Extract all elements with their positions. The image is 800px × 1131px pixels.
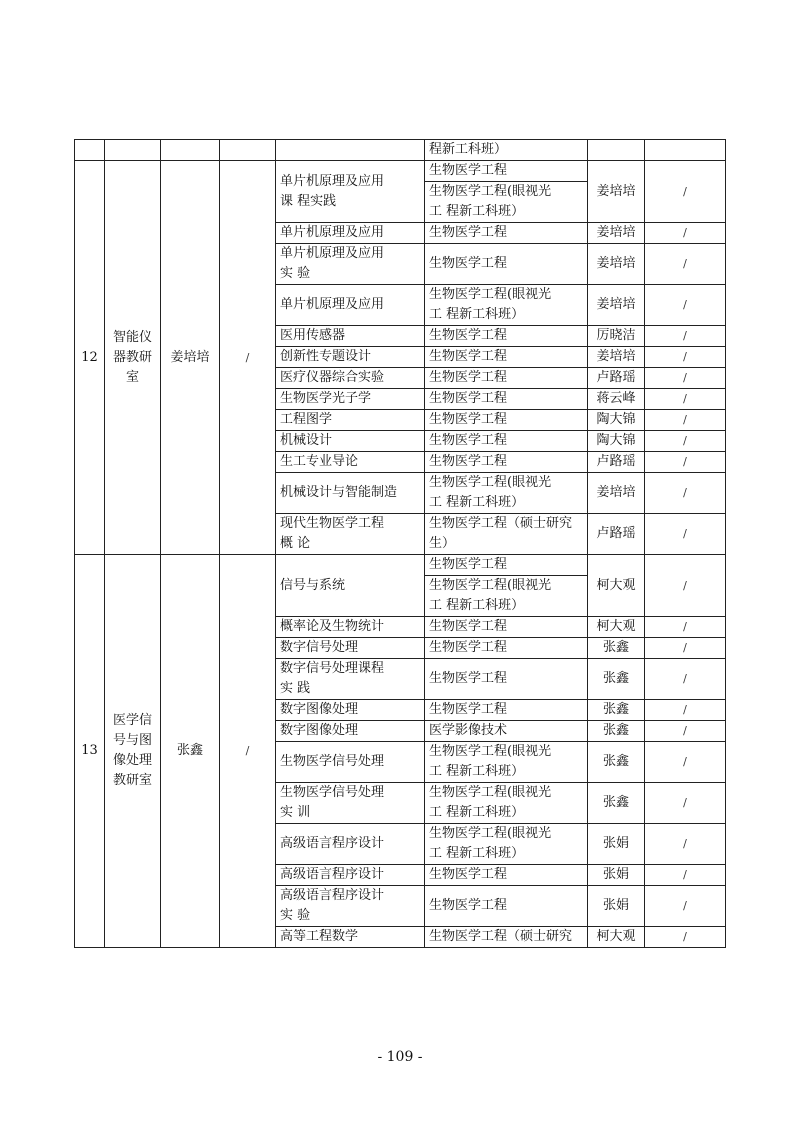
major-cell: 程新工科班） — [425, 140, 588, 161]
remark-cell: / — [645, 161, 726, 223]
major-cell: 生物医学工程 — [425, 865, 588, 886]
course-name: 医用传感器 — [276, 326, 425, 347]
teacher-cell: 张鑫 — [588, 783, 645, 824]
remark-cell: / — [645, 326, 726, 347]
major-cell: 生物医学工程(眼视光 工 程新工科班） — [425, 285, 588, 326]
course-name: 数字信号处理 — [276, 638, 425, 659]
teacher-cell: 柯大观 — [588, 617, 645, 638]
major-cell: 生物医学工程 — [425, 700, 588, 721]
teacher-cell: 张鑫 — [588, 742, 645, 783]
major-cell: 生物医学工程（硕士研究 生） — [425, 514, 588, 555]
teaching-office: 医学信 号与图 像处理 教研室 — [105, 555, 161, 948]
course-name: 高等工程数学 — [276, 927, 425, 948]
course-name: 数字信号处理课程 实 践 — [276, 659, 425, 700]
major-cell: 生物医学工程 — [425, 638, 588, 659]
section-number: 13 — [75, 555, 105, 948]
course-name: 生物医学信号处理 — [276, 742, 425, 783]
remark-cell: / — [645, 410, 726, 431]
course-name: 现代生物医学工程 概 论 — [276, 514, 425, 555]
major-cell: 生物医学工程(眼视光 工 程新工科班） — [425, 182, 588, 223]
teacher-cell: 张娟 — [588, 886, 645, 927]
remark-cell: / — [645, 555, 726, 617]
course-name: 生物医学信号处理 实 训 — [276, 783, 425, 824]
major-cell: 医学影像技术 — [425, 721, 588, 742]
course-name: 单片机原理及应用 — [276, 223, 425, 244]
course-name: 生工专业导论 — [276, 452, 425, 473]
remark-cell: / — [645, 347, 726, 368]
remark-cell: / — [645, 514, 726, 555]
remark-cell: / — [645, 721, 726, 742]
teacher-cell: 卢路瑶 — [588, 514, 645, 555]
remark-cell: / — [645, 783, 726, 824]
teaching-office: 智能仪 器教研 室 — [105, 161, 161, 555]
remark-cell: / — [645, 927, 726, 948]
major-cell: 生物医学工程(眼视光 工 程新工科班） — [425, 473, 588, 514]
major-cell: 生物医学工程 — [425, 659, 588, 700]
major-cell: 生物医学工程 — [425, 452, 588, 473]
teacher-cell: 张鑫 — [588, 700, 645, 721]
course-name: 单片机原理及应用 — [276, 285, 425, 326]
major-cell: 生物医学工程(眼视光 工 程新工科班） — [425, 742, 588, 783]
major-cell: 生物医学工程 — [425, 410, 588, 431]
course-name: 创新性专题设计 — [276, 347, 425, 368]
major-cell: 生物医学工程 — [425, 368, 588, 389]
course-name: 机械设计 — [276, 431, 425, 452]
remark-cell: / — [645, 865, 726, 886]
course-name: 高级语言程序设计 — [276, 824, 425, 865]
major-cell: 生物医学工程 — [425, 326, 588, 347]
major-cell: 生物医学工程(眼视光 工 程新工科班） — [425, 783, 588, 824]
teacher-cell: 厉晓洁 — [588, 326, 645, 347]
teacher-cell: 姜培培 — [588, 285, 645, 326]
course-name: 医疗仪器综合实验 — [276, 368, 425, 389]
teacher-cell: 姜培培 — [588, 161, 645, 223]
table-row — [75, 555, 726, 576]
teacher-cell: 张鑫 — [588, 721, 645, 742]
teacher-cell: 姜培培 — [588, 473, 645, 514]
major-cell: 生物医学工程 — [425, 431, 588, 452]
teacher-cell: 张鑫 — [588, 638, 645, 659]
major-cell: 生物医学工程 — [425, 617, 588, 638]
remark-cell: / — [645, 452, 726, 473]
teacher-cell: 张鑫 — [588, 659, 645, 700]
course-name: 工程图学 — [276, 410, 425, 431]
office-director: 张鑫 — [161, 555, 220, 948]
major-cell: 生物医学工程(眼视光 工 程新工科班） — [425, 824, 588, 865]
major-cell: 生物医学工程 — [425, 389, 588, 410]
remark-cell: / — [645, 886, 726, 927]
remark-cell: / — [645, 431, 726, 452]
course-name: 数字图像处理 — [276, 721, 425, 742]
course-name: 单片机原理及应用 实 验 — [276, 244, 425, 285]
teacher-cell: 姜培培 — [588, 244, 645, 285]
page-number: - 109 - — [377, 1049, 423, 1065]
major-cell: 生物医学工程 — [425, 161, 588, 182]
remark-cell: / — [645, 473, 726, 514]
office-deputy: / — [220, 555, 276, 948]
teacher-cell: 卢路瑶 — [588, 452, 645, 473]
teacher-cell: 卢路瑶 — [588, 368, 645, 389]
course-name: 高级语言程序设计 实 验 — [276, 886, 425, 927]
course-name: 高级语言程序设计 — [276, 865, 425, 886]
course-name: 机械设计与智能制造 — [276, 473, 425, 514]
major-cell: 生物医学工程 — [425, 886, 588, 927]
course-name: 数字图像处理 — [276, 700, 425, 721]
major-cell: 生物医学工程 — [425, 347, 588, 368]
remark-cell: / — [645, 617, 726, 638]
section-number: 12 — [75, 161, 105, 555]
continuation-row — [75, 140, 726, 161]
course-name: 生物医学光子学 — [276, 389, 425, 410]
teacher-cell: 柯大观 — [588, 555, 645, 617]
remark-cell: / — [645, 700, 726, 721]
teacher-cell: 姜培培 — [588, 347, 645, 368]
teacher-cell: 张娟 — [588, 865, 645, 886]
teacher-cell: 姜培培 — [588, 223, 645, 244]
remark-cell: / — [645, 638, 726, 659]
remark-cell: / — [645, 368, 726, 389]
major-cell: 生物医学工程(眼视光 工 程新工科班） — [425, 576, 588, 617]
teacher-cell: 蒋云峰 — [588, 389, 645, 410]
remark-cell: / — [645, 742, 726, 783]
remark-cell: / — [645, 285, 726, 326]
teacher-cell: 陶大锦 — [588, 410, 645, 431]
major-cell: 生物医学工程 — [425, 244, 588, 285]
teacher-cell: 张娟 — [588, 824, 645, 865]
remark-cell: / — [645, 659, 726, 700]
office-director: 姜培培 — [161, 161, 220, 555]
major-cell: 生物医学工程（硕士研究 — [425, 927, 588, 948]
teacher-cell: 陶大锦 — [588, 431, 645, 452]
remark-cell: / — [645, 223, 726, 244]
office-deputy: / — [220, 161, 276, 555]
remark-cell: / — [645, 824, 726, 865]
course-assignment-table — [74, 139, 726, 948]
major-cell: 生物医学工程 — [425, 555, 588, 576]
remark-cell: / — [645, 389, 726, 410]
remark-cell: / — [645, 244, 726, 285]
teacher-cell: 柯大观 — [588, 927, 645, 948]
course-name: 概率论及生物统计 — [276, 617, 425, 638]
table-row — [75, 161, 726, 182]
course-name: 信号与系统 — [276, 555, 425, 617]
major-cell: 生物医学工程 — [425, 223, 588, 244]
course-name: 单片机原理及应用 课 程实践 — [276, 161, 425, 223]
